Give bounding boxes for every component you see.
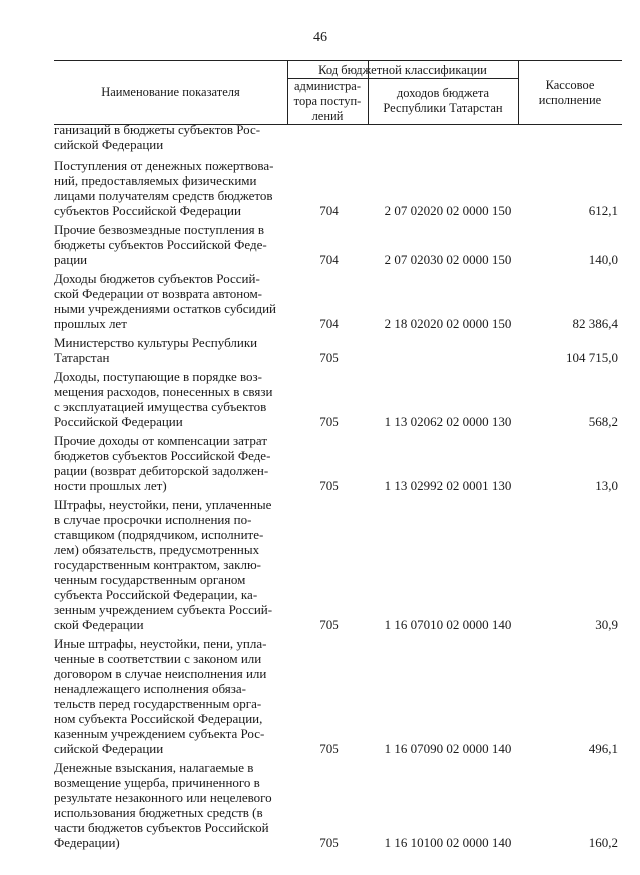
row-income-code: 1 16 07090 02 0000 140 [384,741,512,756]
row-amount: 496,1 [588,741,618,756]
table-row [54,122,622,152]
column-header-amount: Кассовое исполнение [538,78,602,107]
row-income-code: 2 18 02020 02 0000 150 [384,316,512,331]
row-admin-code: 705 [319,478,339,493]
row-name: Поступления от денежных пожертвова- ний, предоставляемых физическими лицами получателям средств бюджетов субъектов Российской Федерации [54,158,274,218]
row-admin-code: 705 [319,835,339,850]
column-header-income-code: доходов бюджета Республики Татарстан [383,86,503,115]
row-amount: 104 715,0 [566,350,618,365]
row-income-code: 1 13 02062 02 0000 130 [384,414,512,429]
table-row [54,158,622,218]
row-income-code: 1 13 02992 02 0001 130 [384,478,512,493]
row-admin-code: 705 [319,414,339,429]
table-row [54,497,622,632]
row-income-code: 1 16 07010 02 0000 140 [384,617,512,632]
table-row [54,760,622,850]
row-admin-code: 704 [319,203,339,218]
row-income-code: 2 07 02020 02 0000 150 [384,203,512,218]
table-row [54,222,622,267]
row-name: Штрафы, неустойки, пени, уплаченные в случае просрочки исполнения по- ставщиком (подрядчиком, исполните- лем) обязательств, предусмотренных государственным контрактом, заклю- ченным государственным органом субъекта Российской Федерации, ка- зенным учреждением субъекта Россий- ской Федерации [54,497,273,632]
table-header [54,60,622,125]
column-group-header-codes: Код бюджетной классификации [318,63,487,77]
row-amount: 82 386,4 [572,316,618,331]
row-amount: 612,1 [588,203,618,218]
row-name: Прочие безвозмездные поступления в бюджеты субъектов Российской Феде- рации [54,222,267,267]
row-admin-code: 704 [319,252,339,267]
row-name: Министерство культуры Республики Татарстан [54,335,258,365]
column-header-admin: администра- тора поступ- лений [293,79,362,123]
table-row [54,369,622,429]
row-income-code: 2 07 02030 02 0000 150 [384,252,512,267]
row-name: ганизаций в бюджеты субъектов Рос- сийской Федерации [54,122,261,152]
row-admin-code: 705 [319,350,339,365]
table-row [54,335,622,365]
row-amount: 140,0 [588,252,618,267]
row-name: Иные штрафы, неустойки, пени, упла- ченные в соответствии с законом или договором в случае неисполнения или ненадлежащего исполнения обяза- тельств перед государственным орга- ном субъекта Российской Федерации, казенным учреждением субъекта Рос- сийской Федерации [54,636,267,756]
row-name: Доходы, поступающие в порядке воз- мещения расходов, понесенных в связи с эксплуатацией имущества субъектов Российской Федерации [54,369,273,429]
row-amount: 160,2 [588,835,618,850]
row-name: Прочие доходы от компенсации затрат бюджетов субъектов Российской Феде- рации (возврат дебиторской задолжен- ности прошлых лет) [54,433,271,493]
row-amount: 13,0 [595,478,618,493]
row-amount: 30,9 [595,617,618,632]
table-row [54,433,622,493]
row-name: Денежные взыскания, налагаемые в возмещение ущерба, причиненного в результате незаконного или нецелевого использования бюджетных средств (в части бюджетов субъектов Российской Федерации) [54,760,272,850]
row-amount: 568,2 [588,414,618,429]
table-row [54,636,622,756]
page-number: 46 [313,30,327,45]
column-header-name: Наименование показателя [101,85,240,99]
row-income-code: 1 16 10100 02 0000 140 [384,835,512,850]
row-name: Доходы бюджетов субъектов Россий- ской Федерации от возврата автоном- ными учреждениями остатков субсидий прошлых лет [54,271,277,331]
row-admin-code: 705 [319,617,339,632]
table-body [54,122,622,850]
table-row [54,271,622,331]
row-admin-code: 704 [319,316,339,331]
row-admin-code: 705 [319,741,339,756]
